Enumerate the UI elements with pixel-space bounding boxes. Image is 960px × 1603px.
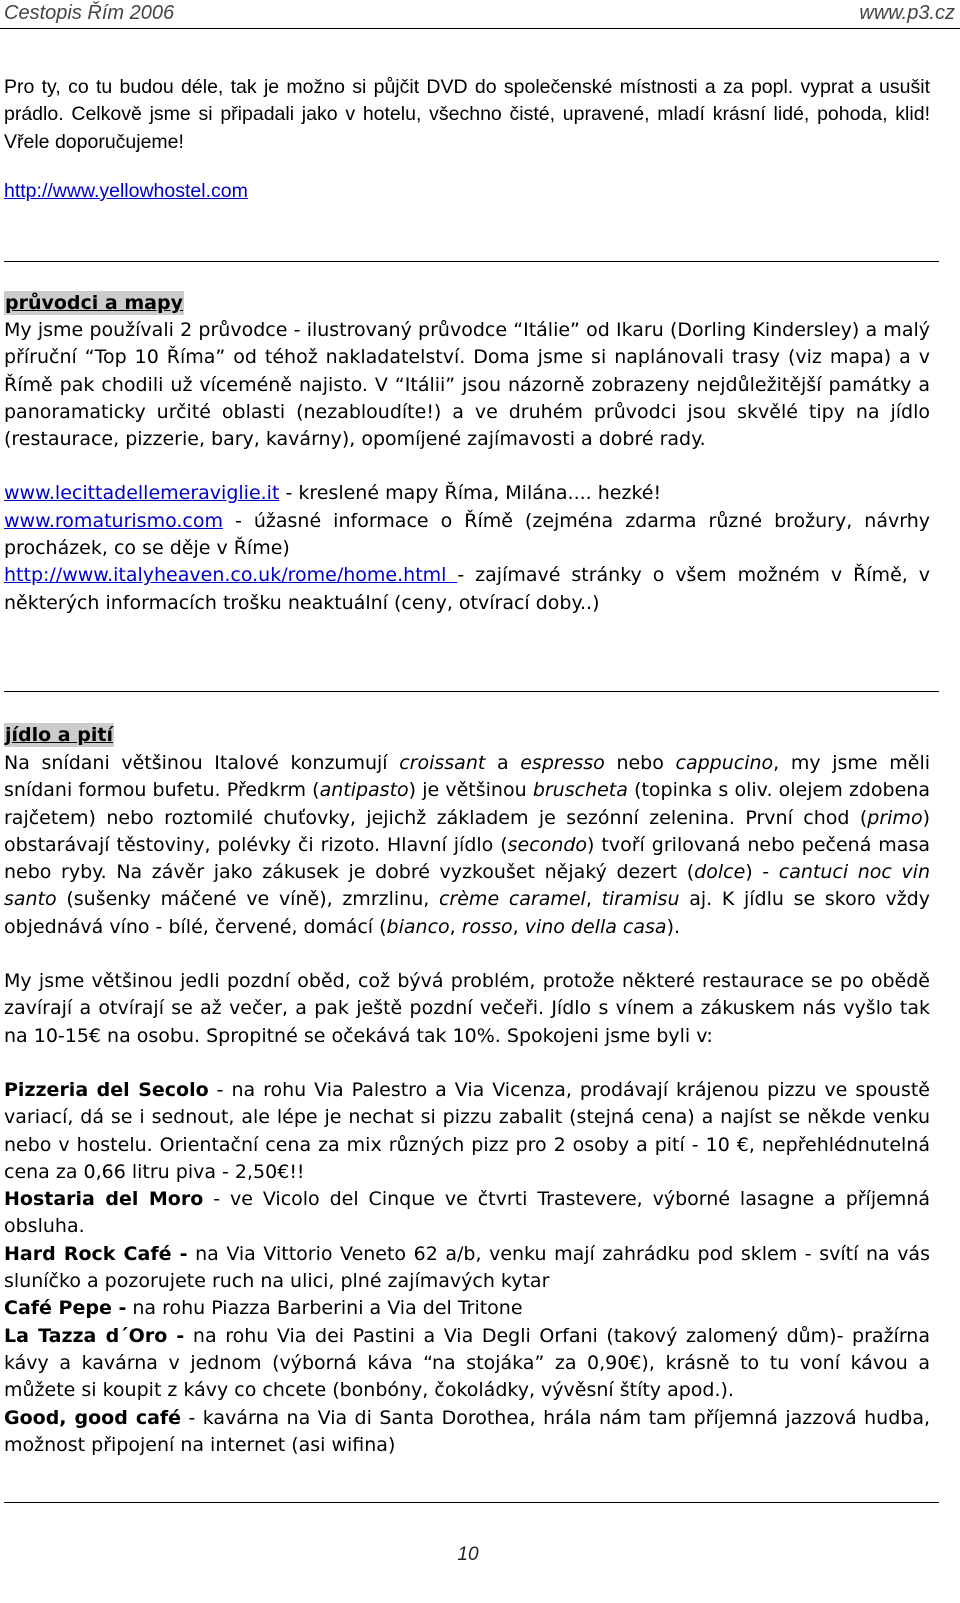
food-paragraph: Na snídani většinou Italové konzumují croissant a espresso nebo cappucino, my jsme měli snídani formou bufetu. Předkrm (antipasto) je většinou bruscheta (topinka s oliv. olejem zdobena rajčetem) nebo roztomilé chuťovky, jejichž základem je sezónní zelenina. První chod (primo) obstarávají těstoviny, polévky či rizoto. Hlavní jídlo (secondo) tvoří grilovaná nebo pečená masa nebo ryby. Na závěr jako zákusek je dobré vyzkoušet nějaký dezert (dolce) - cantuci noc vin santo (sušenky máčené ve víně), zmrzlinu, crème caramel, tiramisu aj. K jídlu se skoro vždy objednává víno - bílé, červené, domácí (bianco, rosso, vino della casa).	[4, 752, 931, 938]
guides-paragraph: My jsme používali 2 průvodce - ilustrovaný průvodce “Itálie” od Ikaru (Dorling Kindersley) a malý příruční “Top 10 Říma” od téhož nakladatelství. Doma jsme si naplánovali trasy (viz mapa) a v Římě pak chodili už víceméně najisto. V “Itálii” jsou názorně zobrazeny nejdůležitější památky a panoramaticky určité oblasti (nezabloudíte!) a ve druhém průvodci jsou skvělé tipy na jídlo (restaurace, pizzerie, bary, kavárny), opomíjené zajímavosti a dobré rady.	[4, 319, 930, 451]
food-paragraph-2: My jsme většinou jedli pozdní oběd, což bývá problém, protože některé restaurace se po obědě zavírají a otvírají se až večer, a pak ještě pozdní večeři. Jídlo s vínem a zákuskem nás vyšlo tak na 10-15€ na osobu. Spropitné se očekává tak 10%. Spokojeni jsme byli v:	[4, 970, 930, 1047]
place-name: Good, good café	[4, 1406, 182, 1429]
section-divider	[4, 691, 939, 692]
link-description: - kreslené mapy Říma, Milána.... hezké!	[279, 482, 662, 505]
header-website: www.p3.cz	[859, 2, 955, 24]
link-description: - úžasné informace o Římě (zejména zdarma různé brožury, návrhy procházek, co se děje v Říme)	[4, 509, 930, 560]
section-divider	[4, 261, 939, 262]
page-number: 10	[457, 1544, 479, 1565]
place-name: Hard Rock Café -	[4, 1242, 188, 1265]
yellowhostel-link[interactable]: http://www.yellowhostel.com	[4, 179, 248, 202]
header-title: Cestopis Řím 2006	[4, 2, 175, 24]
place-name: Café Pepe -	[4, 1297, 127, 1320]
section-title-food: jídlo a pití	[5, 724, 113, 746]
section-divider	[4, 1502, 939, 1503]
italyheaven-link[interactable]: http://www.italyheaven.co.uk/rome/home.html	[4, 564, 458, 587]
intro-paragraph: Pro ty, co tu budou déle, tak je možno si půjčit DVD do společenské místnosti a za popl. vyprat a usušit prádlo. Celkově jsme si připadali jako v hotelu, všechno čisté, upravené, mladí krásní lidé, pohoda, klid! Vřele doporučujeme!	[4, 76, 930, 153]
food-section	[4, 750, 930, 1459]
romaturismo-link[interactable]: www.romaturismo.com	[4, 509, 223, 532]
place-item: Hard Rock Café - na Via Vittorio Veneto 62 a/b, venku mají zahrádku pod sklem - svítí na vás sluníčko a pozorujete ruch na ulici, plné zajímavých kytar	[4, 1242, 930, 1293]
link-description: - zajímavé stránky o všem možném v Římě, v některých informacích trošku neaktuální (ceny, otvírací doby..)	[4, 564, 930, 614]
section-title-guides: průvodci a mapy	[5, 292, 183, 314]
place-name: Pizzeria del Secolo	[4, 1078, 209, 1101]
place-name: La Tazza d´Oro -	[4, 1324, 185, 1347]
link-line	[4, 508, 930, 563]
link-line	[4, 480, 930, 507]
guides-section	[4, 317, 930, 617]
place-item: Good, good café - kavárna na Via di Santa Dorothea, hrála nám tam příjemná jazzová hudba, možnost připojení na internet (asi wifina)	[4, 1406, 931, 1456]
intro-section	[4, 74, 930, 205]
place-item: La Tazza d´Oro - na rohu Via dei Pastini a Via Degli Orfani (takový zalomený dům)- pražírna kávy a kavárna v jednom (výborná káva “na stojáka” za 0,90€), krásně to tu voní kávou a můžete si koupit z kávy co chcete (bonbóny, čokoládky, vývěsní štíty apod.).	[4, 1324, 930, 1402]
place-item: Pizzeria del Secolo - na rohu Via Palestro a Via Vicenza, prodávají krájenou pizzu ve spoustě variací, dá se i sednout, ale lépe je nechat si pizzu zabalit (stejná cena) a najíst se někde venku nebo v hostelu. Orientační cena za mix různých pizz pro 2 osoby a pití - 10 €, nepřehlédnutelná cena za 0,66 litru piva - 2,50€!!	[4, 1078, 930, 1183]
place-item: Café Pepe - na rohu Piazza Barberini a Via del Tritone	[4, 1297, 523, 1320]
link-line	[4, 562, 930, 617]
page-header	[0, 0, 960, 29]
place-name: Hostaria del Moro	[4, 1188, 204, 1211]
place-item: Hostaria del Moro - ve Vicolo del Cinque ve čtvrti Trastevere, výborné lasagne a příjemná obsluha.	[4, 1188, 931, 1238]
lecittadellemeraviglie-link[interactable]: www.lecittadellemeraviglie.it	[4, 482, 280, 505]
